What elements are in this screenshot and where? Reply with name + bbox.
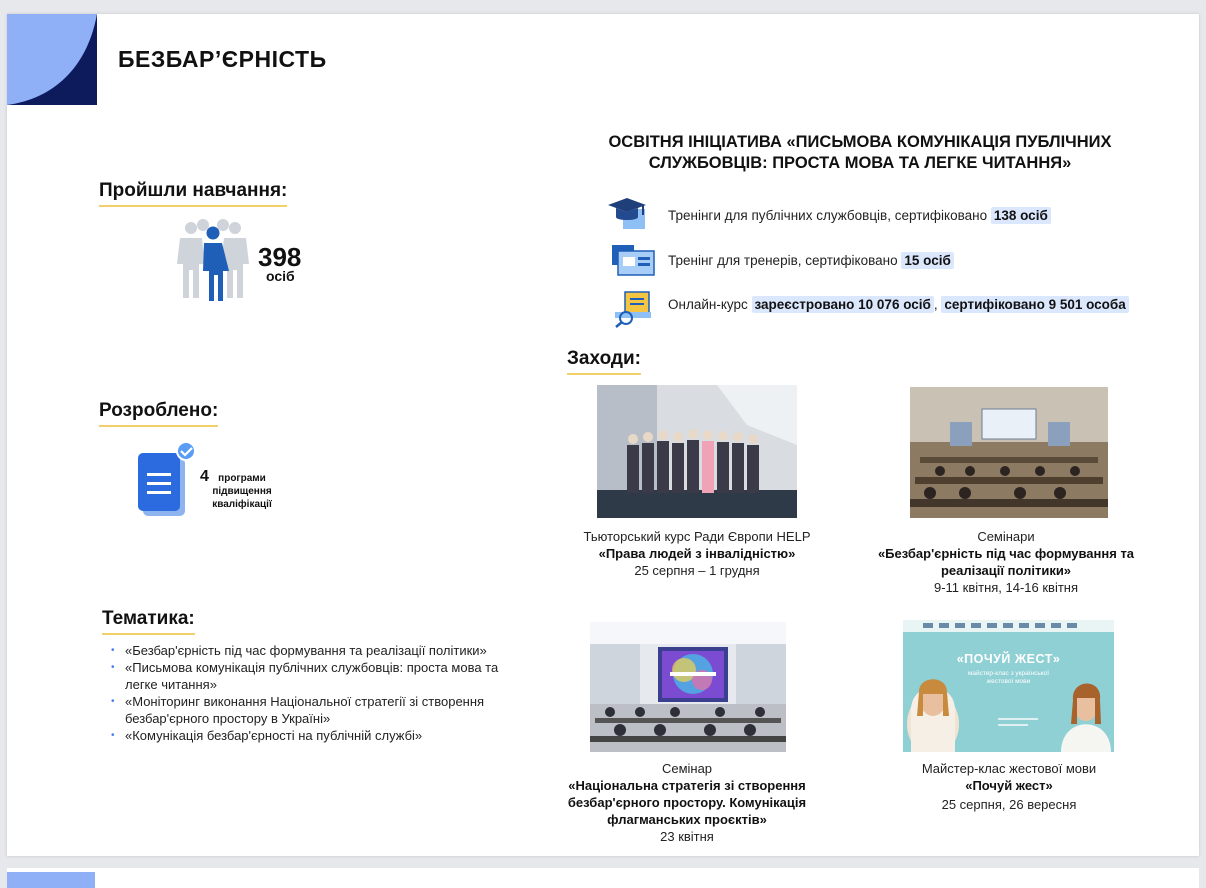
event-caption-3: Семінар «Національна стратегія зі створення безбар'єрного простору. Комунікація флагманських проєктів» 23 квітня [567, 761, 807, 844]
developed-heading: Розроблено: [99, 400, 218, 427]
developed-count: 4 [200, 468, 209, 485]
highlight-badge: зареєстровано 10 076 осіб [752, 296, 934, 313]
topics-heading: Тематика: [102, 608, 195, 635]
list-item: • «Моніторинг виконання Національної стратегії зі створення безбар'єрного простору в Україні» [110, 693, 500, 727]
conference-room-image [590, 622, 786, 752]
highlight-badge: 15 осіб [901, 252, 953, 269]
list-item: • «Безбар'єрність під час формування та реалізації політики» [110, 642, 500, 659]
group-photo [597, 385, 797, 518]
highlight-badge: 138 осіб [991, 207, 1051, 224]
seminar-hall-image [910, 387, 1108, 518]
initiative-title: ОСВІТНЯ ІНІЦІАТИВА «ПИСЬМОВА КОМУНІКАЦІЯ ПУБЛІЧНИХ СЛУЖБОВЦІВ: ПРОСТА МОВА ТА ЛЕГКЕ ЧИТАННЯ» [608, 133, 1112, 172]
people-group-icon [177, 216, 249, 302]
event-caption-2: Семінари «Безбар'єрність під час формування та реалізації політики» 9-11 квітня, 14-16 квітня [877, 529, 1135, 595]
poster-subtitle: майстер-клас з української жестової мови [967, 670, 1050, 685]
next-slide-corner [7, 872, 95, 888]
presentation-board-icon [610, 243, 656, 277]
initiative-row-1: Тренінги для публічних службовців, сертифіковано 138 осіб [668, 208, 1051, 223]
next-slide-preview [7, 868, 1199, 888]
corner-decoration [7, 14, 97, 105]
event-caption-4: Майстер-клас жестової мови «Почуй жест» 25 серпня, 26 вересня [921, 761, 1097, 812]
list-item: • «Письмова комунікація публічних службовців: проста мова та легке читання» [110, 659, 500, 693]
trained-heading: Пройшли навчання: [99, 180, 287, 207]
masterclass-poster [903, 620, 1114, 752]
topics-list [110, 642, 500, 744]
poster-title: «ПОЧУЙ ЖЕСТ» [956, 652, 1061, 666]
online-course-icon [613, 290, 653, 328]
initiative-row-3: Онлайн-курс зареєстровано 10 076 осіб , сертифіковано 9 501 особа [668, 297, 1129, 312]
event-caption-1: Тьюторський курс Ради Європи HELP «Права людей з інвалідністю» 25 серпня – 1 грудня [583, 529, 811, 578]
masterclass-poster-image [903, 620, 1114, 752]
conference-room-photo [590, 622, 786, 752]
graduation-cap-icon [607, 195, 649, 233]
events-heading: Заходи: [567, 348, 641, 375]
seminar-hall-photo [910, 387, 1108, 518]
developed-label: програми підвищення кваліфікації [212, 473, 272, 510]
trained-count: 398 [258, 242, 302, 272]
page-title: БЕЗБАР’ЄРНІСТЬ [118, 46, 327, 72]
trained-unit: осіб [266, 268, 295, 284]
list-item: • «Комунікація безбар'єрності на публічній службі» [110, 727, 500, 744]
slide [7, 14, 1199, 856]
initiative-row-2: Тренінг для тренерів, сертифіковано 15 осіб [668, 253, 954, 268]
document-check-icon [135, 441, 197, 519]
group-photo-image [597, 385, 797, 518]
highlight-badge: сертифіковано 9 501 особа [941, 296, 1128, 313]
